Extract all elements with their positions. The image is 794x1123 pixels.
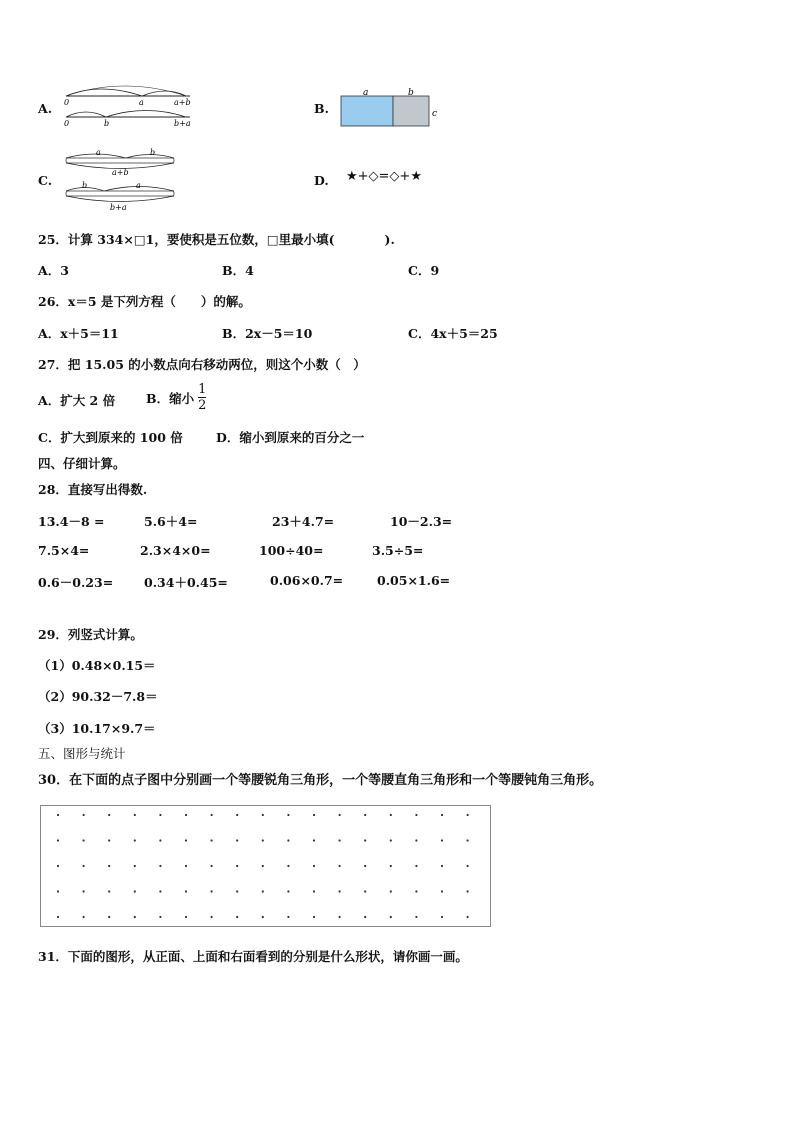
grid-dot[interactable] [415, 865, 417, 867]
grid-dot[interactable] [57, 916, 59, 918]
q30-stem: 30．在下面的点子图中分别画一个等腰锐角三角形，一个等腰直角三角形和一个等腰钝角三角形。 [38, 773, 603, 788]
grid-dot[interactable] [467, 890, 469, 892]
grid-dot[interactable] [287, 890, 289, 892]
grid-dot[interactable] [211, 814, 213, 816]
grid-dot[interactable] [185, 890, 187, 892]
a-top-mid: a [139, 98, 144, 107]
grid-dot[interactable] [313, 916, 315, 918]
grid-dot[interactable] [287, 916, 289, 918]
grid-dot[interactable] [57, 865, 59, 867]
grid-dot[interactable] [262, 890, 264, 892]
a-top-end: a+b [174, 98, 191, 107]
q28-r2c3: 100÷40= [259, 543, 324, 558]
b-side-c: c [432, 109, 438, 119]
q28-stem: 28．直接写出得数. [38, 482, 148, 497]
q27-option-b-text: B．缩小 [146, 390, 195, 406]
q28-r1c4: 10－2.3= [390, 514, 453, 529]
grid-dot[interactable] [262, 814, 264, 816]
q28-r2c4: 3.5÷5= [372, 543, 424, 558]
grid-dot[interactable] [441, 839, 443, 841]
grid-dot[interactable] [441, 916, 443, 918]
q28-r2c2: 2.3×4×0= [140, 543, 211, 558]
grid-dot[interactable] [211, 839, 213, 841]
option-a-numberline-figure [60, 84, 200, 132]
b-top-a: a [363, 88, 369, 98]
q26-stem: 26．x＝5 是下列方程（ ）的解。 [38, 294, 251, 309]
grid-dot[interactable] [467, 839, 469, 841]
grid-dot[interactable] [287, 814, 289, 816]
grid-dot[interactable] [339, 814, 341, 816]
grid-dot[interactable] [262, 865, 264, 867]
grid-dot[interactable] [108, 916, 110, 918]
grid-dot[interactable] [441, 814, 443, 816]
fraction-one-half [198, 383, 206, 412]
q29-item-2: （2）90.32－7.8＝ [38, 689, 158, 704]
a-top-start: 0 [64, 98, 70, 107]
q28-r3c3: 0.06×0.7= [270, 573, 344, 588]
grid-dot[interactable] [339, 890, 341, 892]
q26-option-a: A．x＋5＝11 [38, 326, 119, 341]
q25-stem: 25．计算 334×□1，要使积是五位数，□里最小填( ). [38, 232, 395, 247]
grid-dot[interactable] [415, 839, 417, 841]
grid-dot[interactable] [441, 890, 443, 892]
q27-option-b [146, 383, 206, 412]
c-top-a: a [96, 148, 101, 157]
b-top-b: b [408, 88, 414, 98]
q27-stem: 27．把 15.05 的小数点向右移动两位，则这个小数（ ） [38, 357, 366, 372]
grid-dot[interactable] [236, 814, 238, 816]
grid-dot[interactable] [339, 865, 341, 867]
option-b-rectangle-figure [338, 86, 448, 130]
q28-r1c3: 23＋4.7= [272, 514, 335, 529]
grid-dot[interactable] [185, 865, 187, 867]
grid-dot[interactable] [364, 916, 366, 918]
grid-dot[interactable] [134, 839, 136, 841]
option-a-label: A. [38, 101, 53, 116]
option-b-label: B. [314, 101, 329, 116]
grid-dot[interactable] [236, 839, 238, 841]
grid-dot[interactable] [390, 814, 392, 816]
q29-item-1: （1）0.48×0.15＝ [38, 658, 156, 673]
grid-dot[interactable] [83, 839, 85, 841]
fraction-numerator: 1 [198, 382, 207, 397]
grid-dot[interactable] [236, 890, 238, 892]
grid-dot[interactable] [83, 890, 85, 892]
a-bottom-mid: b [104, 119, 110, 128]
a-bottom-start: 0 [64, 119, 70, 128]
grid-dot[interactable] [262, 916, 264, 918]
option-c-label: C. [38, 173, 53, 188]
a-bottom-end: b+a [174, 119, 191, 128]
c-bottom-a: a [136, 181, 141, 190]
grid-dot[interactable] [236, 916, 238, 918]
grid-dot[interactable] [236, 865, 238, 867]
grid-dot[interactable] [108, 814, 110, 816]
grid-dot[interactable] [159, 814, 161, 816]
grid-dot[interactable] [287, 865, 289, 867]
grid-dot[interactable] [159, 839, 161, 841]
section-4-heading: 四、仔细计算。 [38, 456, 126, 471]
grid-dot[interactable] [57, 814, 59, 816]
grid-dot[interactable] [134, 865, 136, 867]
grid-dot[interactable] [211, 865, 213, 867]
q27-option-c: C．扩大到原来的 100 倍 [38, 430, 183, 445]
grid-dot[interactable] [467, 814, 469, 816]
fraction-denominator: 2 [198, 398, 207, 413]
grid-dot[interactable] [287, 839, 289, 841]
c-bottom-sum: b+a [110, 203, 127, 212]
grid-dot[interactable] [390, 865, 392, 867]
grid-dot[interactable] [185, 814, 187, 816]
grid-dot[interactable] [364, 865, 366, 867]
q29-item-3: （3）10.17×9.7＝ [38, 721, 156, 736]
option-d-label: D. [314, 173, 329, 188]
q28-r3c2: 0.34＋0.45= [144, 575, 228, 590]
q29-stem: 29．列竖式计算。 [38, 627, 143, 642]
grid-dot[interactable] [313, 839, 315, 841]
grid-dot[interactable] [134, 814, 136, 816]
grid-dot[interactable] [211, 890, 213, 892]
grid-dot[interactable] [159, 865, 161, 867]
grid-dot[interactable] [441, 865, 443, 867]
q28-r3c1: 0.6－0.23= [38, 575, 114, 590]
dot-grid-border [41, 806, 491, 927]
c-bottom-b: b [82, 181, 88, 190]
grid-dot[interactable] [134, 890, 136, 892]
q27-option-a: A．扩大 2 倍 [38, 393, 116, 408]
q28-r1c1: 13.4－8 = [38, 514, 105, 529]
grid-dot[interactable] [364, 839, 366, 841]
grid-dot[interactable] [390, 839, 392, 841]
grid-dot[interactable] [108, 865, 110, 867]
q26-option-b: B．2x－5＝10 [222, 326, 313, 341]
option-c-bar-figure [60, 144, 190, 216]
grid-dot[interactable] [467, 865, 469, 867]
c-top-b: b [150, 148, 156, 157]
grid-dot[interactable] [415, 890, 417, 892]
q28-r2c1: 7.5×4= [38, 543, 90, 558]
grid-dot[interactable] [262, 839, 264, 841]
q27-option-d: D．缩小到原来的百分之一 [216, 430, 365, 445]
q28-r3c4: 0.05×1.6= [377, 573, 451, 588]
grid-dot[interactable] [57, 839, 59, 841]
section-5-heading: 五、图形与统计 [38, 746, 126, 761]
q25-option-c: C．9 [408, 263, 440, 278]
c-top-sum: a+b [112, 168, 129, 177]
dot-grid[interactable] [40, 805, 492, 929]
grid-dot[interactable] [364, 814, 366, 816]
grid-dot[interactable] [185, 839, 187, 841]
grid-dot[interactable] [339, 916, 341, 918]
grid-dot[interactable] [185, 916, 187, 918]
grid-dot[interactable] [57, 890, 59, 892]
grid-dot[interactable] [108, 890, 110, 892]
q28-r1c2: 5.6＋4= [144, 514, 198, 529]
grid-dot[interactable] [159, 916, 161, 918]
grid-dot[interactable] [415, 814, 417, 816]
grid-dot[interactable] [339, 839, 341, 841]
grid-dot[interactable] [415, 916, 417, 918]
grid-dot[interactable] [134, 916, 136, 918]
grid-dot[interactable] [390, 890, 392, 892]
grid-dot[interactable] [364, 890, 366, 892]
grid-dot[interactable] [390, 916, 392, 918]
grid-dot[interactable] [211, 916, 213, 918]
option-d-formula: ★+◇=◇+★ [346, 169, 422, 184]
grid-dot[interactable] [83, 814, 85, 816]
grid-dot[interactable] [83, 865, 85, 867]
grid-dot[interactable] [159, 890, 161, 892]
grid-dot[interactable] [313, 814, 315, 816]
q25-option-a: A．3 [38, 263, 69, 278]
q31-stem: 31．下面的图形，从正面、上面和右面看到的分别是什么形状，请你画一画。 [38, 949, 468, 964]
q26-option-c: C．4x＋5＝25 [408, 326, 498, 341]
grid-dot[interactable] [83, 916, 85, 918]
grid-dot[interactable] [467, 916, 469, 918]
grid-dot[interactable] [313, 890, 315, 892]
q25-option-b: B．4 [222, 263, 254, 278]
grid-dot[interactable] [313, 865, 315, 867]
grid-dot[interactable] [108, 839, 110, 841]
